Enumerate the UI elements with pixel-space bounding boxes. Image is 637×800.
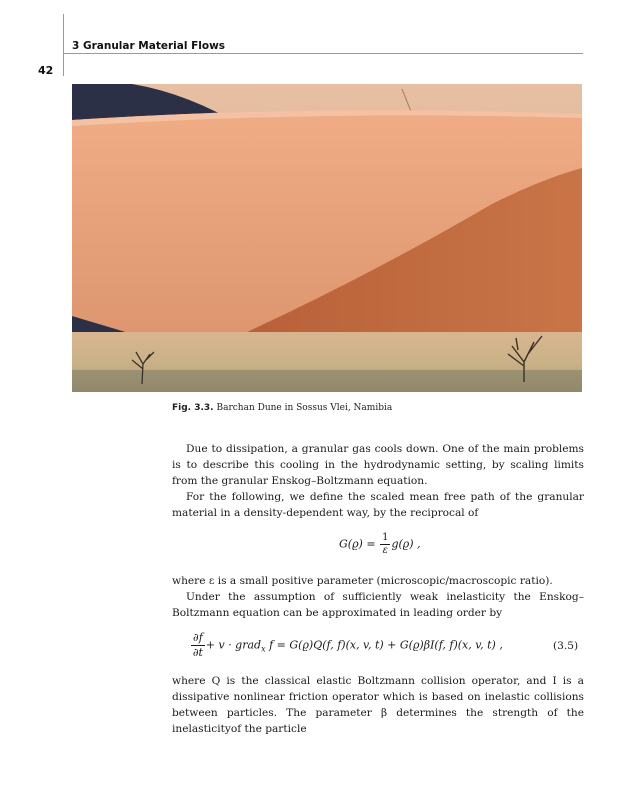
header-horizontal-rule xyxy=(63,53,583,54)
eq1-rhs: g(ϱ) , xyxy=(391,537,421,551)
running-header: 3 Granular Material Flows xyxy=(72,40,226,52)
header-vertical-rule xyxy=(63,14,64,76)
figure-label: Fig. 3.3. xyxy=(172,403,214,413)
equation-3-5 xyxy=(190,631,503,660)
eq2-fraction: $\frac{\partial f}{\partial t}$ xyxy=(192,631,203,659)
dune-photo xyxy=(72,84,582,392)
page-number: 42 xyxy=(38,64,54,77)
paragraph-cooling: Due to dissipation, a granular gas cools down. One of the main problems is to describe this cooling in the hydrodynamic setting, by scaling limits from the granular Enskog–Boltzmann equation. xyxy=(172,443,584,487)
figure-caption-text: Barchan Dune in Sossus Vlei, Namibia xyxy=(216,403,393,413)
eq1-lhs: G(ϱ) = xyxy=(339,537,376,551)
paragraph-mean-free-path: For the following, we define the scaled mean free path of the granular material in a density-dependent way, by the reciprocal of xyxy=(172,491,584,519)
eq1-fraction: $\frac{1}{\varepsilon}$ xyxy=(382,532,389,556)
paragraph-operators: where Q is the classical elastic Boltzmann collision operator, and I is a dissipative nonlinear friction operator which is based on inelastic collisions between particles. The parameter β determines the strength of the inelasticityof the particle xyxy=(172,675,584,735)
eq2-rest: f = G(ϱ)Q(f, f)(x, v, t) + G(ϱ)βI(f, f)(x, v, t) , xyxy=(265,638,503,652)
paragraph-epsilon: where ε is a small positive parameter (microscopic/macroscopic ratio). xyxy=(172,575,553,587)
eq2-subscript: x xyxy=(261,644,266,654)
equation-scaled-mean-free-path xyxy=(339,532,421,557)
equation-number: (3.5) xyxy=(553,640,579,652)
eq2-grad: + v · grad xyxy=(205,638,262,652)
paragraph-assumption: Under the assumption of sufficiently weak inelasticity the Enskog–Boltzmann equation can be approximated in leading order by xyxy=(172,591,584,619)
figure-caption xyxy=(172,403,392,413)
